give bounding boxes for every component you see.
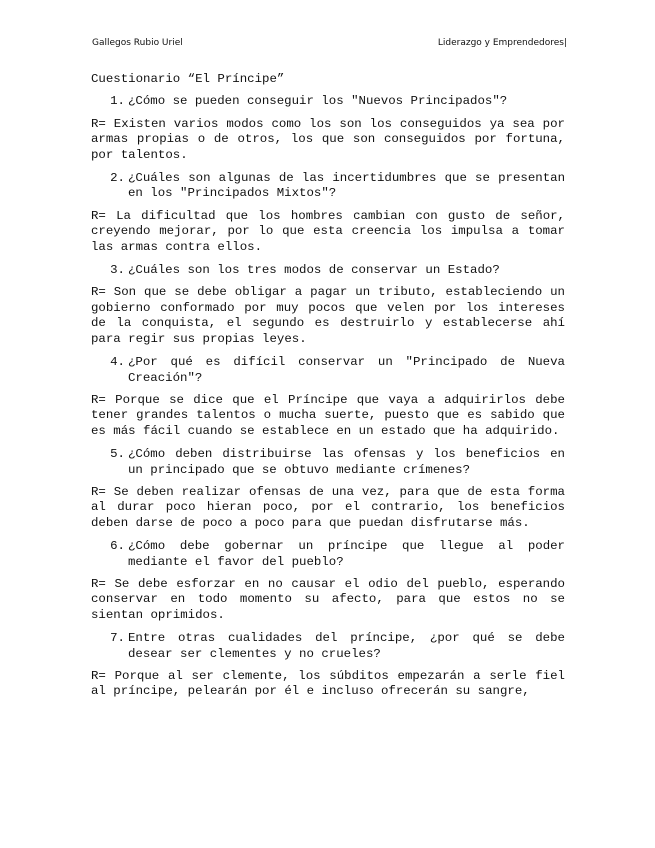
question-number: 3. [110, 263, 125, 278]
question-2 [91, 171, 565, 202]
answer-4: R= Porque se dice que el Príncipe que vaya a adquirirlos debe tener grandes talentos o mucha suerte, puesto que es sabido que es más fácil cuando se establece en un estado que ha adquirido. [91, 392, 565, 438]
question-text: ¿Cómo debe gobernar un príncipe que llegue al poder mediante el favor del pueblo? [128, 539, 565, 569]
document-body [91, 72, 565, 708]
question-4 [91, 355, 565, 386]
question-text: ¿Cómo deben distribuirse las ofensas y los beneficios en un principado que se obtuvo mediante crímenes? [128, 447, 565, 477]
question-1 [91, 94, 565, 109]
header-course: Liderazgo y Emprendedores| [437, 38, 567, 48]
question-5 [91, 447, 565, 478]
question-text: ¿Cuáles son algunas de las incertidumbres que se presentan en los "Principados Mixtos"? [128, 171, 565, 201]
answer-2: R= La dificultad que los hombres cambian con gusto de señor, creyendo mejorar, por lo que esta creencia los impulsa a tomar las armas contra ellos. [91, 208, 565, 254]
question-6 [91, 539, 565, 570]
question-text: Entre otras cualidades del príncipe, ¿por qué se debe desear ser clementes y no crueles? [128, 631, 565, 661]
header-author: Gallegos Rubio Uriel [92, 38, 183, 48]
question-number: 1. [110, 94, 125, 109]
question-text: ¿Cómo se pueden conseguir los "Nuevos Principados"? [128, 94, 508, 109]
question-3 [91, 263, 565, 278]
question-number: 7. [110, 631, 125, 646]
question-number: 2. [110, 171, 125, 186]
question-7 [91, 631, 565, 662]
answer-1: R= Existen varios modos como los son los conseguidos ya sea por armas propias o de otros, los que son conseguidos por fortuna, por talentos. [91, 116, 565, 162]
document-title: Cuestionario “El Príncipe” [91, 72, 285, 86]
answer-5: R= Se deben realizar ofensas de una vez, para que de esta forma al durar poco hieran poco, por el contrario, los beneficios deben darse de poco a poco para que puedan disfrutarse más. [91, 484, 565, 530]
question-number: 4. [110, 355, 125, 370]
question-number: 5. [110, 447, 125, 462]
question-text: ¿Por qué es difícil conservar un "Principado de Nueva Creación"? [128, 355, 565, 385]
question-text: ¿Cuáles son los tres modos de conservar un Estado? [128, 263, 500, 278]
answer-6: R= Se debe esforzar en no causar el odio del pueblo, esperando conservar en todo momento su afecto, para que estos no se sientan oprimidos. [91, 576, 565, 622]
question-number: 6. [110, 539, 125, 554]
answer-3: R= Son que se debe obligar a pagar un tributo, estableciendo un gobierno conformado por muy pocos que velen por los intereses de la conquista, el segundo es destruirlo y establecerse ahí para regir sus propias leyes. [91, 285, 565, 346]
answer-7: R= Porque al ser clemente, los súbditos empezarán a serle fiel al príncipe, pelearán por él e incluso ofrecerán su sangre, [91, 669, 565, 699]
